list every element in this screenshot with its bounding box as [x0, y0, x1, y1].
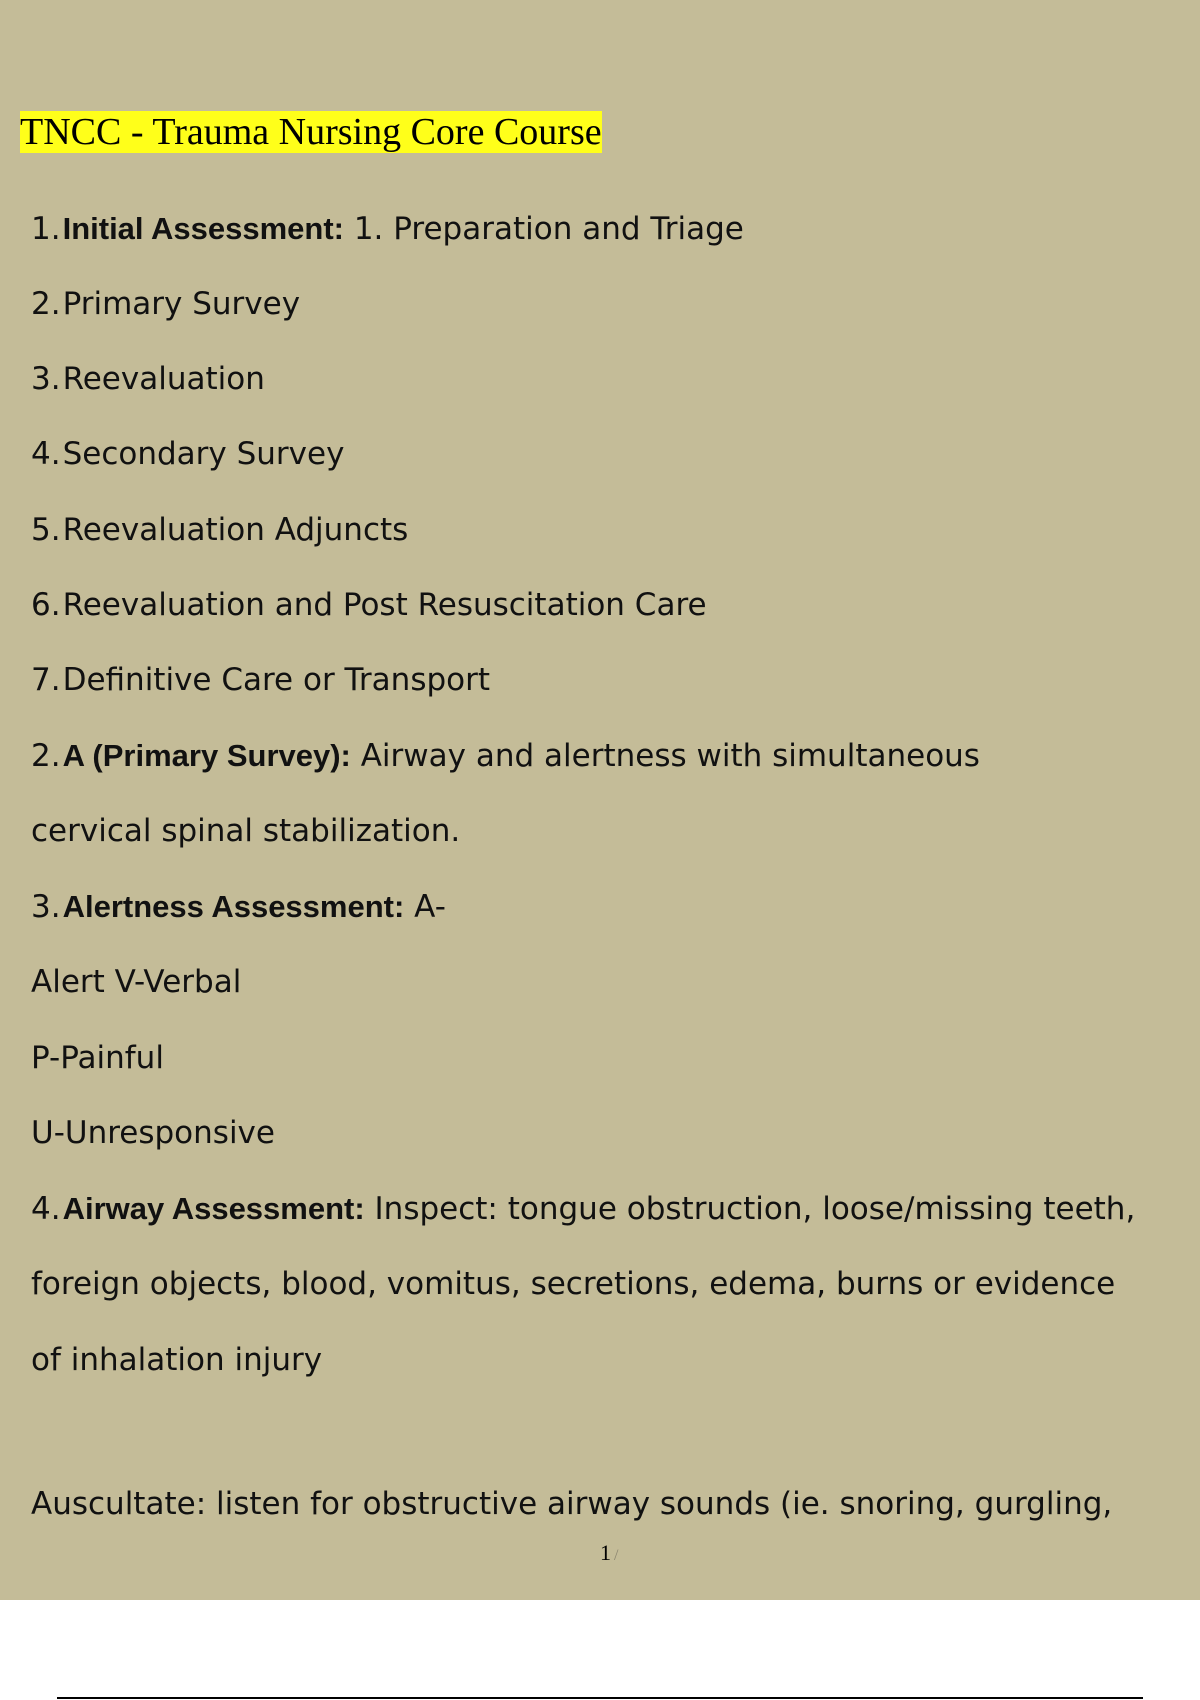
divider — [57, 1697, 1143, 1699]
item-number: 2. — [31, 286, 61, 322]
item-label: Alertness Assessment: — [62, 889, 405, 924]
list-item — [31, 284, 300, 324]
document-title — [20, 108, 602, 156]
item-number: 3. — [31, 361, 61, 397]
item-number: 1. — [31, 211, 61, 247]
item-number: 7. — [31, 662, 61, 698]
item-text: Secondary Survey — [62, 436, 345, 472]
item-text: Auscultate: listen for obstructive airway sounds (ie. snoring, gurgling, — [31, 1486, 1113, 1522]
item-text: Reevaluation and Post Resuscitation Care — [62, 587, 707, 623]
item-text: A- — [404, 889, 446, 925]
item-text: Primary Survey — [62, 286, 301, 322]
item-text: of inhalation injury — [31, 1342, 323, 1378]
item-text: Airway and alertness with simultaneous — [350, 738, 980, 774]
list-item — [31, 434, 344, 474]
item-text: cervical spinal stabilization. — [31, 813, 461, 849]
item-text: Reevaluation — [62, 361, 265, 397]
item-text: Reevaluation Adjuncts — [62, 512, 409, 548]
item-text: P-Painful — [31, 1040, 164, 1076]
list-item — [31, 1189, 1135, 1229]
page-number-separator: / — [614, 1547, 619, 1564]
list-item — [31, 887, 446, 927]
list-item — [31, 585, 707, 625]
item-number: 3. — [31, 889, 61, 925]
item-number: 6. — [31, 587, 61, 623]
list-item — [31, 1038, 164, 1078]
item-text: Inspect: tongue obstruction, loose/missing teeth, — [364, 1191, 1136, 1227]
list-item — [31, 736, 980, 776]
page-number-value: 1 — [600, 1540, 611, 1565]
list-item — [31, 1340, 322, 1380]
list-item — [31, 359, 265, 399]
list-item — [31, 962, 241, 1002]
item-label: A (Primary Survey): — [62, 738, 351, 773]
list-item — [31, 510, 408, 550]
item-label: Initial Assessment: — [62, 211, 344, 246]
item-text: 1. Preparation and Triage — [343, 211, 744, 247]
item-text: U-Unresponsive — [31, 1115, 275, 1151]
item-label: Airway Assessment: — [62, 1191, 365, 1226]
list-item — [31, 1264, 1115, 1304]
item-text: Alert V-Verbal — [31, 964, 242, 1000]
item-text: Definitive Care or Transport — [62, 662, 491, 698]
item-number: 5. — [31, 512, 61, 548]
list-item — [31, 811, 460, 851]
item-number: 4. — [31, 1191, 61, 1227]
item-number: 4. — [31, 436, 61, 472]
item-number: 2. — [31, 738, 61, 774]
item-text: foreign objects, blood, vomitus, secretions, edema, burns or evidence — [31, 1266, 1116, 1302]
page-number — [600, 1540, 618, 1566]
list-item — [31, 1484, 1112, 1524]
title-highlight: TNCC - Trauma Nursing Core Course — [20, 111, 602, 153]
list-item — [31, 660, 490, 700]
list-item — [31, 1113, 275, 1153]
list-item — [31, 209, 744, 249]
